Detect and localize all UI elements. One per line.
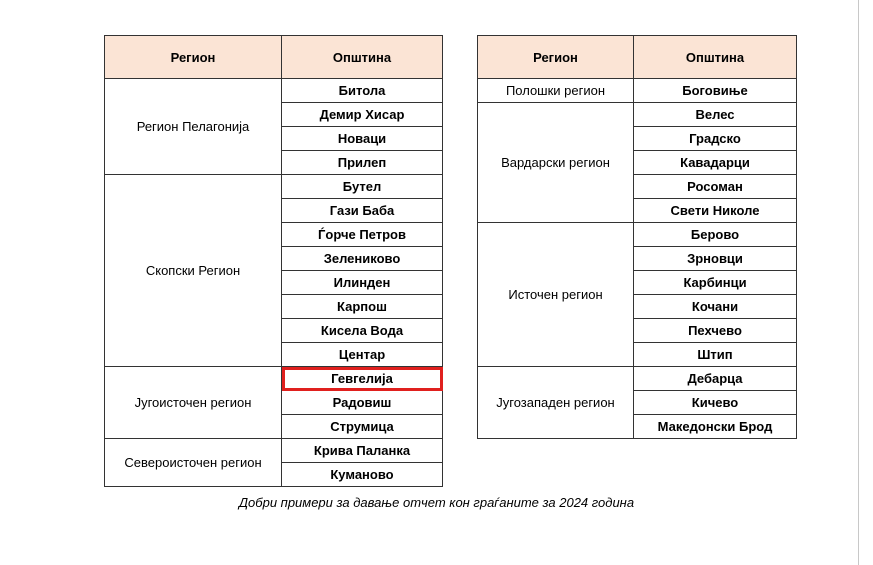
municipality-cell: Кавадарци xyxy=(634,151,797,175)
municipality-cell: Гази Баба xyxy=(282,199,443,223)
table-row xyxy=(105,79,443,103)
region-cell: Североисточен регион xyxy=(105,439,282,487)
region-cell: Југоисточен регион xyxy=(105,367,282,439)
municipality-cell: Демир Хисар xyxy=(282,103,443,127)
municipality-cell: Велес xyxy=(634,103,797,127)
municipality-cell: Радовиш xyxy=(282,391,443,415)
municipality-cell: Кисела Вода xyxy=(282,319,443,343)
table-row xyxy=(478,79,797,103)
caption: Добри примери за давање отчет кон граѓаните за 2024 година xyxy=(238,495,635,510)
municipality-cell: Кичево xyxy=(634,391,797,415)
municipality-cell: Крива Паланка xyxy=(282,439,443,463)
municipality-cell: Новаци xyxy=(282,127,443,151)
region-cell: Вардарски регион xyxy=(478,103,634,223)
municipality-cell: Битола xyxy=(282,79,443,103)
table-row xyxy=(105,439,443,463)
municipality-cell: Свети Николе xyxy=(634,199,797,223)
municipality-cell: Росоман xyxy=(634,175,797,199)
municipality-cell: Илинден xyxy=(282,271,443,295)
municipality-cell: Зелениково xyxy=(282,247,443,271)
municipality-cell: Македонски Брод xyxy=(634,415,797,439)
municipality-cell: Струмица xyxy=(282,415,443,439)
municipality-cell: Штип xyxy=(634,343,797,367)
region-cell: Скопски Регион xyxy=(105,175,282,367)
municipality-cell: Пехчево xyxy=(634,319,797,343)
municipality-cell: Бутел xyxy=(282,175,443,199)
municipality-cell: Центар xyxy=(282,343,443,367)
table-row xyxy=(478,103,797,127)
municipality-cell: Градско xyxy=(634,127,797,151)
region-cell: Источен регион xyxy=(478,223,634,367)
header-municipality: Општина xyxy=(634,36,797,79)
table-row xyxy=(105,175,443,199)
header-region: Регион xyxy=(105,36,282,79)
municipality-cell: Кочани xyxy=(634,295,797,319)
municipality-cell: Боговиње xyxy=(634,79,797,103)
table-row xyxy=(478,367,797,391)
municipality-cell: Карбинци xyxy=(634,271,797,295)
table-row xyxy=(105,367,443,391)
municipality-cell: Карпош xyxy=(282,295,443,319)
municipality-cell: Прилеп xyxy=(282,151,443,175)
municipality-cell: Дебарца xyxy=(634,367,797,391)
header-municipality: Општина xyxy=(282,36,443,79)
region-cell: Полошки регион xyxy=(478,79,634,103)
region-cell: Регион Пелагонија xyxy=(105,79,282,175)
highlighted-municipality-cell: Гевгелија xyxy=(282,367,443,391)
municipality-cell: Зрновци xyxy=(634,247,797,271)
municipality-cell: Ѓорче Петров xyxy=(282,223,443,247)
table-row xyxy=(478,223,797,247)
regions-table-left xyxy=(104,35,443,487)
header-region: Регион xyxy=(478,36,634,79)
region-cell: Југозападен регион xyxy=(478,367,634,439)
municipality-cell: Берово xyxy=(634,223,797,247)
municipality-cell: Куманово xyxy=(282,463,443,487)
regions-table-right xyxy=(477,35,797,439)
page-edge-line xyxy=(858,0,859,565)
